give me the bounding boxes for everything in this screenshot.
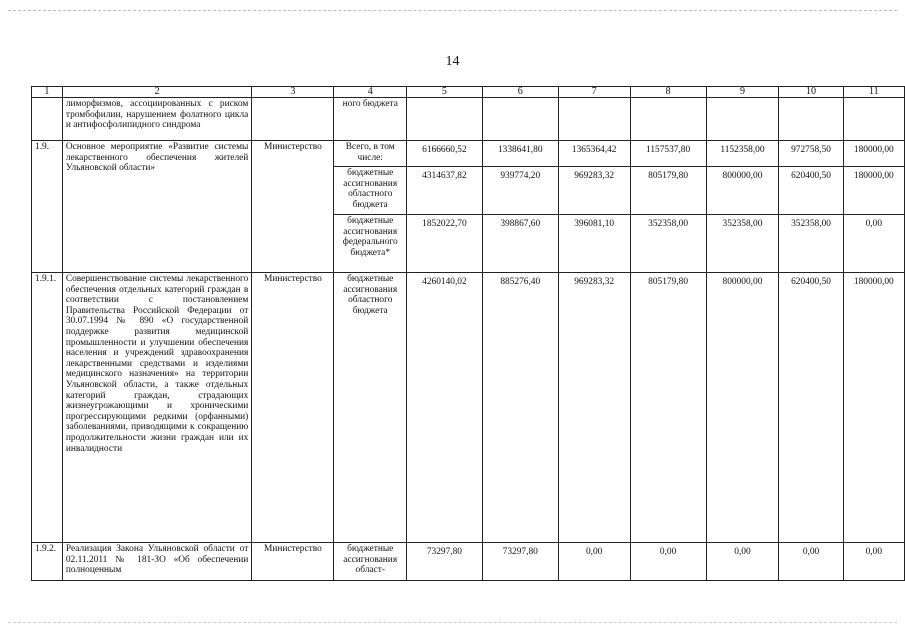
table-row xyxy=(32,273,905,543)
source-label: бюджетные ассигнования федерального бюджета* xyxy=(334,215,406,273)
header-cell: 7 xyxy=(558,87,630,98)
value-cell: 0,00 xyxy=(558,543,630,581)
value-cell: 0,00 xyxy=(630,543,706,581)
source-label: ного бюджета xyxy=(334,98,406,141)
header-cell: 4 xyxy=(334,87,406,98)
value-cell xyxy=(630,98,706,141)
value-cell: 352358,00 xyxy=(779,215,843,273)
value-cell: 620400,50 xyxy=(779,273,843,543)
value-cell: 972758,50 xyxy=(779,141,843,167)
value-cell xyxy=(406,98,482,141)
value-cell: 0,00 xyxy=(779,543,843,581)
header-cell: 2 xyxy=(62,87,251,98)
row-code xyxy=(32,98,63,141)
value-cell: 0,00 xyxy=(706,543,779,581)
header-cell: 5 xyxy=(406,87,482,98)
row-code: 1.9.1. xyxy=(32,273,63,543)
row-name: Совершенствование системы лекарственного обеспечения отдельных категорий граждан в соответствии с постановлением Правительства Российской Федерации от 30.07.1994 № 890 «О государственной поддержке развития медицинской промышленности и улучшении обеспечения населения и учреждений здравоохранения лекарственными средствами и изделиями медицинского назначения» на территории Ульяновской области, а также отдельных категорий граждан, страдающих жизнеугрожающими и хроническими прогрессирующими редкими (орфанными) заболеваниями, приводящими к сокращению продолжительности жизни граждан или их инвалидности xyxy=(62,273,251,543)
value-cell xyxy=(706,98,779,141)
value-cell: 805179,80 xyxy=(630,167,706,215)
page-number: 14 xyxy=(445,54,460,69)
table-row xyxy=(32,141,905,167)
value-cell xyxy=(779,98,843,141)
value-cell: 1338641,80 xyxy=(482,141,558,167)
page-bottom-edge xyxy=(8,622,897,623)
table-row xyxy=(32,98,905,141)
value-cell: 0,00 xyxy=(843,543,904,581)
source-label: бюджетные ассигнования областного бюджета xyxy=(334,273,406,543)
table-row xyxy=(32,543,905,581)
value-cell: 969283,32 xyxy=(558,273,630,543)
value-cell: 969283,32 xyxy=(558,167,630,215)
value-cell: 352358,00 xyxy=(630,215,706,273)
value-cell: 1852022,70 xyxy=(406,215,482,273)
row-executor xyxy=(252,98,334,141)
value-cell: 4314637,82 xyxy=(406,167,482,215)
row-executor: Министерство xyxy=(252,141,334,273)
source-label: бюджетные ассигнования областного бюджета xyxy=(334,167,406,215)
value-cell: 352358,00 xyxy=(706,215,779,273)
value-cell: 73297,80 xyxy=(406,543,482,581)
row-code: 1.9.2. xyxy=(32,543,63,581)
value-cell: 4260140,02 xyxy=(406,273,482,543)
value-cell: 800000,00 xyxy=(706,167,779,215)
header-cell: 9 xyxy=(706,87,779,98)
value-cell xyxy=(843,98,904,141)
value-cell: 885276,40 xyxy=(482,273,558,543)
table-header-row xyxy=(32,87,905,98)
header-cell: 10 xyxy=(779,87,843,98)
value-cell: 396081,10 xyxy=(558,215,630,273)
header-cell: 6 xyxy=(482,87,558,98)
source-label: Всего, в том числе: xyxy=(334,141,406,167)
row-code: 1.9. xyxy=(32,141,63,273)
row-executor: Министерство xyxy=(252,543,334,581)
value-cell: 73297,80 xyxy=(482,543,558,581)
row-name: Основное мероприятие «Развитие системы лекарственного обеспечения жителей Ульяновской области» xyxy=(62,141,251,273)
value-cell: 1152358,00 xyxy=(706,141,779,167)
header-cell: 11 xyxy=(843,87,904,98)
value-cell: 0,00 xyxy=(843,215,904,273)
value-cell: 939774,20 xyxy=(482,167,558,215)
value-cell: 398867,60 xyxy=(482,215,558,273)
value-cell xyxy=(558,98,630,141)
row-executor: Министерство xyxy=(252,273,334,543)
value-cell: 800000,00 xyxy=(706,273,779,543)
value-cell: 1365364,42 xyxy=(558,141,630,167)
source-label: бюджетные ассигнования област- xyxy=(334,543,406,581)
row-name: Реализация Закона Ульяновской области от 02.11.2011 № 181-ЗО «Об обеспечении полноценным xyxy=(62,543,251,581)
value-cell: 6166660,52 xyxy=(406,141,482,167)
value-cell: 805179,80 xyxy=(630,273,706,543)
budget-table xyxy=(31,86,905,581)
page-top-edge xyxy=(8,10,897,11)
value-cell: 180000,00 xyxy=(843,167,904,215)
value-cell: 1157537,80 xyxy=(630,141,706,167)
value-cell xyxy=(482,98,558,141)
header-cell: 8 xyxy=(630,87,706,98)
value-cell: 180000,00 xyxy=(843,273,904,543)
row-name: лиморфизмов, ассоциированных с риском тромбофилии, нарушением фолатного цикла и антифосфолипидного синдрома xyxy=(62,98,251,141)
header-cell: 3 xyxy=(252,87,334,98)
value-cell: 620400,50 xyxy=(779,167,843,215)
value-cell: 180000,00 xyxy=(843,141,904,167)
header-cell: 1 xyxy=(32,87,63,98)
